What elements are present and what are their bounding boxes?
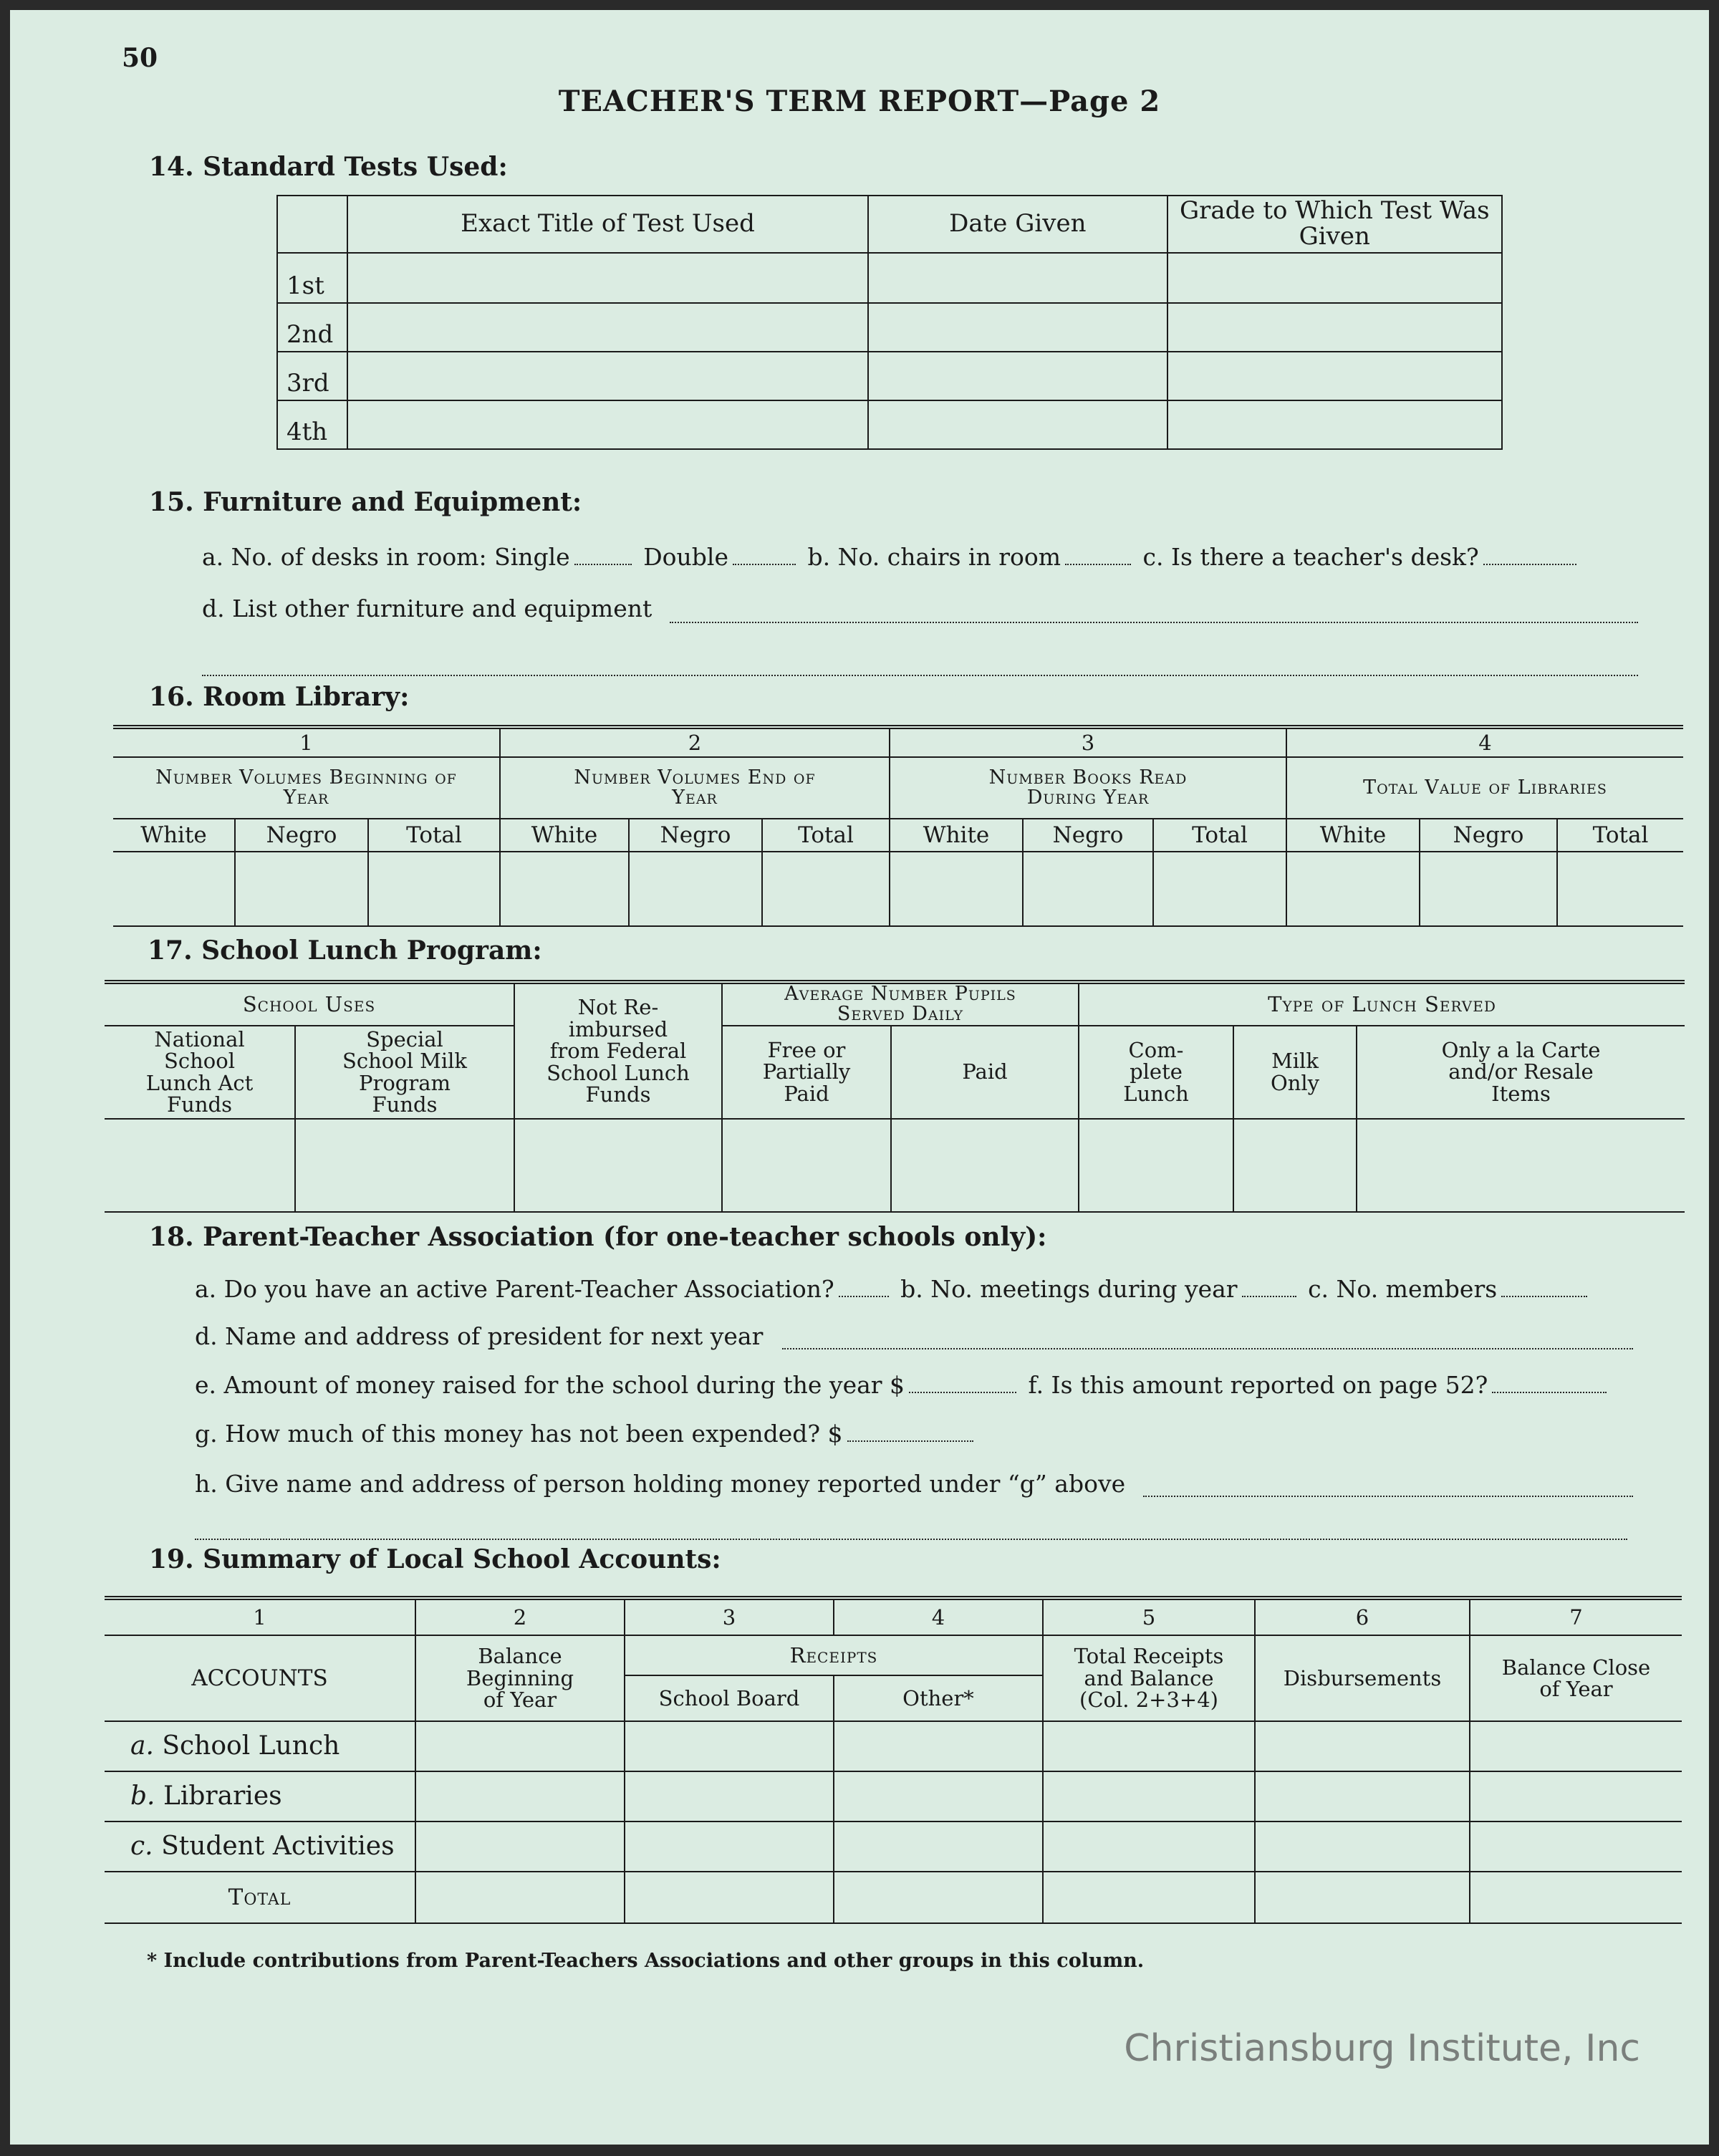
teacher-desk-label: c. Is there a teacher's desk? xyxy=(1142,543,1479,571)
account-cell[interactable] xyxy=(1255,1872,1470,1923)
furniture-list-field-2[interactable] xyxy=(202,673,1638,676)
double-label: Double xyxy=(643,543,729,571)
national-lunch-header: National School Lunch Act Funds xyxy=(105,1026,295,1119)
pta-line-d: d. Name and address of president for next year xyxy=(195,1322,764,1350)
total-subheader: Total xyxy=(1557,819,1683,852)
meetings-label: b. No. meetings during year xyxy=(900,1275,1238,1303)
account-cell[interactable] xyxy=(625,1821,834,1872)
footnote: * Include contributions from Parent-Teachers Associations and other groups in this column. xyxy=(147,1950,1145,1972)
lunch-entry-cell[interactable] xyxy=(1079,1119,1233,1212)
teacher-desk-field[interactable] xyxy=(1483,545,1576,565)
group-number: 2 xyxy=(500,727,890,757)
col-grade-given: Grade to Which Test Was Given xyxy=(1167,196,1502,253)
negro-subheader: Negro xyxy=(1420,819,1557,852)
row-label: 3rd xyxy=(277,352,347,400)
col-number: 6 xyxy=(1255,1598,1470,1635)
lunch-entry-cell[interactable] xyxy=(105,1119,295,1212)
date-cell[interactable] xyxy=(868,352,1167,400)
group-number: 1 xyxy=(113,727,500,757)
pta-line-a xyxy=(195,1275,1592,1303)
balance-beginning-header: Balance Beginning of Year xyxy=(415,1635,625,1721)
account-cell[interactable] xyxy=(1470,1721,1682,1771)
money-raised-label: e. Amount of money raised for the school during the year $ xyxy=(195,1371,905,1399)
lunch-type-header: Type of Lunch Served xyxy=(1079,982,1685,1026)
balance-close-header: Balance Close of Year xyxy=(1470,1635,1682,1721)
school-uses-header: School Uses xyxy=(105,982,514,1026)
president-field[interactable] xyxy=(782,1347,1633,1349)
meetings-field[interactable] xyxy=(1242,1277,1296,1297)
col-test-title: Exact Title of Test Used xyxy=(347,196,868,253)
section-14-heading: 14. Standard Tests Used: xyxy=(149,152,508,182)
account-cell[interactable] xyxy=(415,1821,625,1872)
members-label: c. No. members xyxy=(1308,1275,1498,1303)
lunch-entry-cell[interactable] xyxy=(1233,1119,1357,1212)
account-cell[interactable] xyxy=(1255,1821,1470,1872)
grade-cell[interactable] xyxy=(1167,253,1502,303)
watermark: Christiansburg Institute, Inc xyxy=(1124,2027,1640,2070)
test-title-cell[interactable] xyxy=(347,303,868,352)
col-number: 7 xyxy=(1470,1598,1682,1635)
total-value-header: Total Value of Libraries xyxy=(1286,757,1683,819)
special-milk-header: Special School Milk Program Funds xyxy=(295,1026,514,1119)
account-cell[interactable] xyxy=(834,1821,1043,1872)
school-lunch-table xyxy=(105,980,1685,1213)
library-entry-cell[interactable] xyxy=(762,852,890,926)
paid-header: Paid xyxy=(891,1026,1079,1119)
account-cell[interactable] xyxy=(834,1872,1043,1923)
pta-line-h: h. Give name and address of person holding money reported under “g” above xyxy=(195,1470,1126,1498)
row-label-header xyxy=(277,196,347,253)
negro-subheader: Negro xyxy=(629,819,762,852)
section-16-heading: 16. Room Library: xyxy=(149,682,410,712)
account-cell[interactable] xyxy=(1043,1721,1255,1771)
total-subheader: Total xyxy=(762,819,890,852)
account-cell[interactable] xyxy=(415,1721,625,1771)
page-title: TEACHER'S TERM REPORT—Page 2 xyxy=(558,85,1161,118)
library-entry-cell[interactable] xyxy=(1023,852,1153,926)
room-library-table xyxy=(113,725,1683,927)
col-number: 5 xyxy=(1043,1598,1255,1635)
money-holder-field-2[interactable] xyxy=(195,1537,1627,1540)
account-cell[interactable] xyxy=(1470,1821,1682,1872)
section-18-heading: 18. Parent-Teacher Association (for one-teacher schools only): xyxy=(149,1222,1047,1252)
library-entry-cell[interactable] xyxy=(235,852,368,926)
money-raised-field[interactable] xyxy=(909,1373,1016,1393)
account-cell[interactable] xyxy=(1043,1771,1255,1821)
col-number: 4 xyxy=(834,1598,1043,1635)
col-date-given: Date Given xyxy=(868,196,1167,253)
local-accounts-table xyxy=(105,1596,1682,1924)
receipts-header: Receipts xyxy=(625,1635,1043,1675)
test-title-cell[interactable] xyxy=(347,400,868,449)
section-19-heading: 19. Summary of Local School Accounts: xyxy=(149,1544,721,1574)
row-label: 4th xyxy=(277,400,347,449)
lunch-entry-cell[interactable] xyxy=(891,1119,1079,1212)
active-pta-label: a. Do you have an active Parent-Teacher Association? xyxy=(195,1275,834,1303)
milk-only-header: Milk Only xyxy=(1233,1026,1357,1119)
unexpended-field[interactable] xyxy=(847,1422,973,1442)
pta-line-g xyxy=(195,1420,978,1448)
row-label: 2nd xyxy=(277,303,347,352)
account-cell[interactable] xyxy=(625,1771,834,1821)
total-receipts-header: Total Receipts and Balance (Col. 2+3+4) xyxy=(1043,1635,1255,1721)
grade-cell[interactable] xyxy=(1167,400,1502,449)
library-entry-cell[interactable] xyxy=(629,852,762,926)
test-title-cell[interactable] xyxy=(347,253,868,303)
white-subheader: White xyxy=(500,819,629,852)
a-la-carte-header: Only a la Carte and/or Resale Items xyxy=(1357,1026,1685,1119)
accounts-header: ACCOUNTS xyxy=(105,1635,415,1721)
other-header: Other* xyxy=(834,1675,1043,1721)
single-desks-field[interactable] xyxy=(574,545,632,565)
account-cell[interactable] xyxy=(415,1872,625,1923)
account-cell[interactable] xyxy=(415,1771,625,1821)
row-label: 1st xyxy=(277,253,347,303)
total-row-label: Total xyxy=(105,1872,415,1923)
white-subheader: White xyxy=(1286,819,1420,852)
white-subheader: White xyxy=(113,819,235,852)
unexpended-label: g. How much of this money has not been expended? $ xyxy=(195,1420,843,1448)
account-cell[interactable] xyxy=(1043,1821,1255,1872)
account-cell[interactable] xyxy=(1470,1771,1682,1821)
date-cell[interactable] xyxy=(868,400,1167,449)
test-title-cell[interactable] xyxy=(347,352,868,400)
active-pta-field[interactable] xyxy=(839,1277,889,1297)
pta-line-e xyxy=(195,1371,1611,1399)
page-number: 50 xyxy=(122,43,158,73)
grade-cell[interactable] xyxy=(1167,352,1502,400)
account-row-label: c. Student Activities xyxy=(105,1821,415,1872)
chairs-field[interactable] xyxy=(1065,545,1131,565)
white-subheader: White xyxy=(890,819,1023,852)
group-number: 4 xyxy=(1286,727,1683,757)
lunch-entry-cell[interactable] xyxy=(1357,1119,1685,1212)
books-read-header: Number Books Read During Year xyxy=(890,757,1286,819)
date-cell[interactable] xyxy=(868,253,1167,303)
grade-cell[interactable] xyxy=(1167,303,1502,352)
col-number: 3 xyxy=(625,1598,834,1635)
reported-field[interactable] xyxy=(1492,1373,1607,1393)
library-entry-cell[interactable] xyxy=(1153,852,1286,926)
money-holder-field[interactable] xyxy=(1143,1494,1633,1497)
account-cell[interactable] xyxy=(834,1721,1043,1771)
col-number: 1 xyxy=(105,1598,415,1635)
reported-label: f. Is this amount reported on page 52? xyxy=(1028,1371,1488,1399)
lunch-entry-cell[interactable] xyxy=(722,1119,891,1212)
account-cell[interactable] xyxy=(1470,1872,1682,1923)
library-entry-cell[interactable] xyxy=(113,852,235,926)
group-number: 3 xyxy=(890,727,1286,757)
date-cell[interactable] xyxy=(868,303,1167,352)
members-field[interactable] xyxy=(1501,1277,1587,1297)
section-15-heading: 15. Furniture and Equipment: xyxy=(149,487,582,517)
furniture-list-field[interactable] xyxy=(670,620,1638,623)
furniture-line-d: d. List other furniture and equipment xyxy=(202,595,653,622)
account-cell[interactable] xyxy=(834,1771,1043,1821)
desks-label: a. No. of desks in room: Single xyxy=(202,543,570,571)
chairs-label: b. No. chairs in room xyxy=(807,543,1061,571)
total-subheader: Total xyxy=(1153,819,1286,852)
library-entry-cell[interactable] xyxy=(890,852,1023,926)
account-cell[interactable] xyxy=(625,1721,834,1771)
col-number: 2 xyxy=(415,1598,625,1635)
negro-subheader: Negro xyxy=(235,819,368,852)
standard-tests-table xyxy=(276,195,1503,450)
library-entry-cell[interactable] xyxy=(368,852,500,926)
account-cell[interactable] xyxy=(1255,1771,1470,1821)
library-entry-cell[interactable] xyxy=(1557,852,1683,926)
double-desks-field[interactable] xyxy=(733,545,796,565)
volumes-beginning-header: Number Volumes Beginning of Year xyxy=(113,757,500,819)
total-subheader: Total xyxy=(368,819,500,852)
library-entry-cell[interactable] xyxy=(1286,852,1420,926)
disbursements-header: Disbursements xyxy=(1255,1635,1470,1721)
free-partial-header: Free or Partially Paid xyxy=(722,1026,891,1119)
lunch-entry-cell[interactable] xyxy=(295,1119,514,1212)
section-17-heading: 17. School Lunch Program: xyxy=(148,935,542,966)
furniture-line-a xyxy=(202,543,1581,571)
average-pupils-header: Average Number Pupils Served Daily xyxy=(722,982,1079,1026)
account-row-label: b. Libraries xyxy=(105,1771,415,1821)
not-reimbursed-header: Not Re-imbursed from Federal School Lunch Funds xyxy=(514,982,722,1119)
lunch-entry-cell[interactable] xyxy=(514,1119,722,1212)
library-entry-cell[interactable] xyxy=(1420,852,1557,926)
school-board-header: School Board xyxy=(625,1675,834,1721)
account-cell[interactable] xyxy=(1255,1721,1470,1771)
account-cell[interactable] xyxy=(1043,1872,1255,1923)
library-entry-cell[interactable] xyxy=(500,852,629,926)
negro-subheader: Negro xyxy=(1023,819,1153,852)
complete-lunch-header: Com-plete Lunch xyxy=(1079,1026,1233,1119)
volumes-end-header: Number Volumes End of Year xyxy=(500,757,890,819)
account-cell[interactable] xyxy=(625,1872,834,1923)
account-row-label: a. School Lunch xyxy=(105,1721,415,1771)
